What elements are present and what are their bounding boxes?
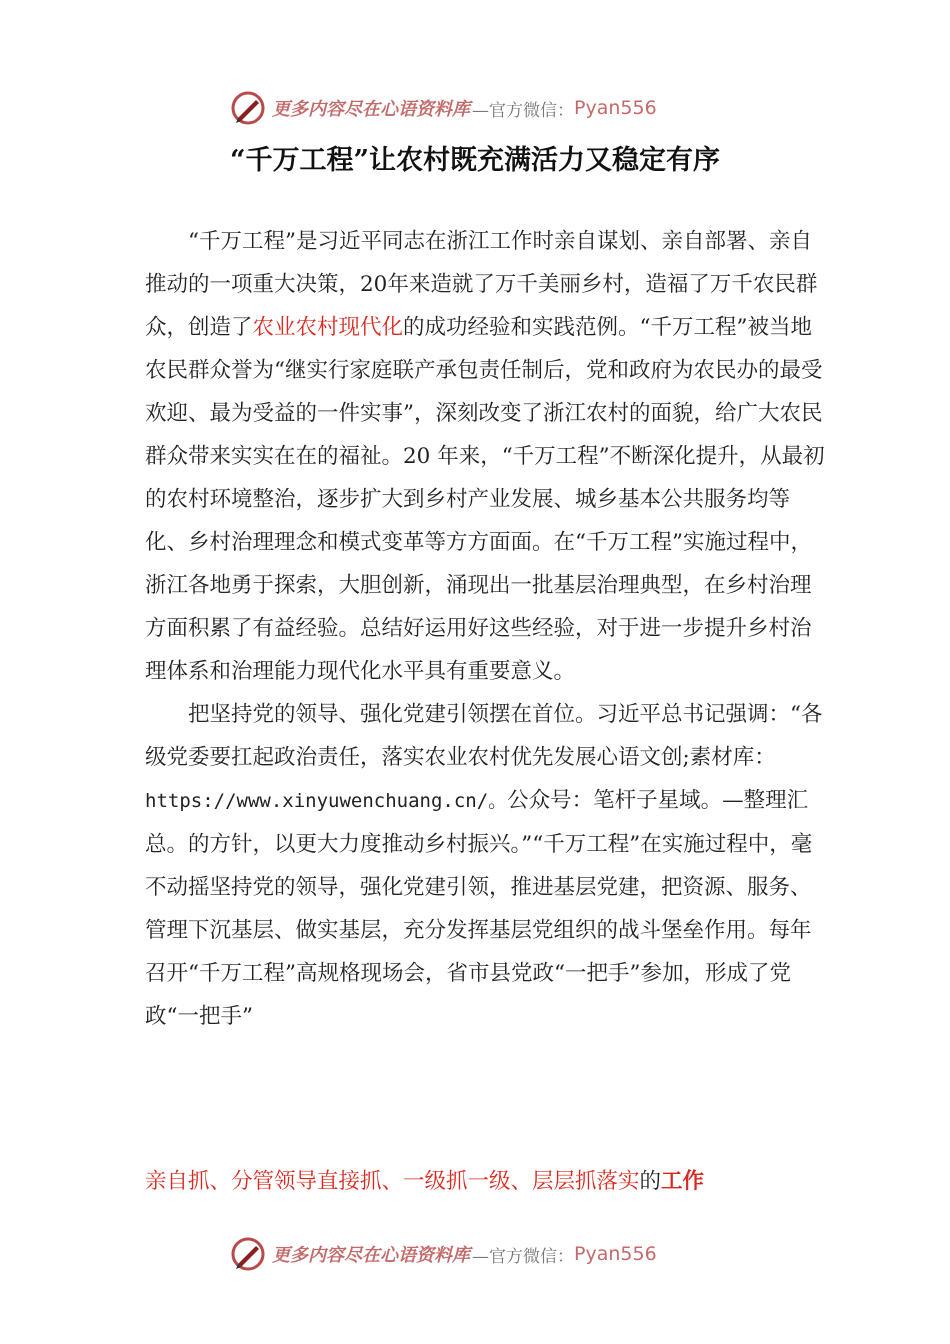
banner-wechat-id: Pyan556 bbox=[574, 1243, 657, 1265]
last-line-dark-text: 的 bbox=[639, 1169, 662, 1194]
banner-wechat-id: Pyan556 bbox=[574, 97, 657, 119]
paragraph-1-text-b: 的成功经验和实践范例。“千万工程”被当地农民群众誉为“继实行家庭联产承包责任制后，党和政府为农民办的最受欢迎、最为受益的一件实事”，深刻改变了浙江农村的面貌，给广大农民群众带来实实在在的福祉。20 年来，“千万工程”不断深化提升，从最初的农村环境整治，逐步扩大到乡村产业发展、城乡基本公共服务均等化、乡村治理理念和模式变革等方方面面。在“千万工程”实施过程中，浙江各地勇于探索，大胆创新，涌现出一批基层治理典型，在乡村治理方面积累了有益经验。总结好运用好这些经验，对于进一步提升乡村治理体系和治理能力现代化水平具有重要意义。 bbox=[145, 315, 825, 684]
banner-dash-text: —官方微信： bbox=[472, 1246, 574, 1267]
document-body bbox=[145, 220, 825, 1038]
paragraph-2-text-a: 把坚持党的领导、强化党建引领摆在首位。习近平总书记强调：“各级党委要扛起政治责任，落实农业农村优先发展心语文创;素材库： bbox=[145, 702, 823, 770]
footer-banner bbox=[230, 1234, 750, 1274]
last-line-red-text: 亲自抓、分管领导直接抓、一级抓一级、层层抓落实 bbox=[145, 1169, 640, 1194]
banner-main-text: 更多内容尽在心语资料库 bbox=[272, 1245, 470, 1266]
last-line-bold-text: 工作 bbox=[661, 1169, 705, 1194]
paragraph-2-text-b: 公众号：笔杆子星域。—整理汇总。的方针，以更大力度推动乡村振兴。”“千万工程”在实施过程中，毫不动摇坚持党的领导，强化党建引领，推进基层党建，把资源、服务、管理下沉基层、做实基层，充分发挥基层党组织的战斗堡垒作用。每年召开“千万工程”高规格现场会，省市县党政“一把手”参加，形成了党政“一把手” bbox=[145, 788, 813, 1029]
header-banner bbox=[230, 88, 750, 128]
paragraph-1 bbox=[145, 220, 825, 693]
banner-dash-text: —官方微信： bbox=[472, 100, 574, 121]
document-title: “千万工程”让农村既充满活力又稳定有序 bbox=[229, 145, 721, 176]
pen-logo-icon bbox=[230, 1236, 266, 1272]
highlighted-term: 农业农村现代化 bbox=[252, 315, 404, 340]
pen-logo-icon bbox=[230, 90, 266, 126]
paragraph-1-text-a: “千万工程”是习近平同志在浙江工作时亲自谋划、亲自部署、亲自推动的一项重大决策，20年来造就了万千美丽乡村，造福了万千农民群众，创造了 bbox=[145, 229, 818, 340]
banner-main-text: 更多内容尽在心语资料库 bbox=[272, 99, 470, 120]
paragraph-2 bbox=[145, 693, 825, 1038]
website-url: https://www.xinyuwenchuang.cn/。 bbox=[145, 790, 508, 812]
last-line bbox=[145, 1164, 825, 1195]
